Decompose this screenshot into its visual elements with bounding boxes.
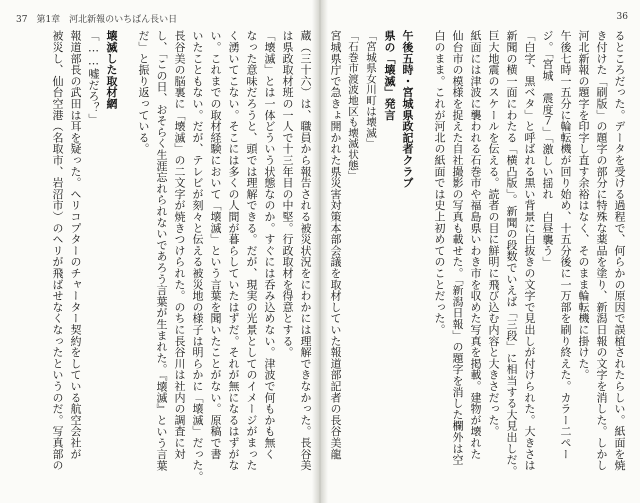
text-line: 長谷美の脳裏に「壊滅」の二文字が焼きつけられた。のちに長谷川は社内の調査に対: [173, 30, 186, 460]
text-line: なった意味だろうと、頭では理解できる。だが、現実の光景としてのイメージがまった: [245, 30, 258, 471]
section-heading: 壊滅した取材網: [105, 30, 118, 110]
quote-line: 「宮城県女川町は壊滅」: [365, 30, 377, 149]
text-line: 蔵（三十六）は、職員から報告される被災状況をにわかには理解できなかった。長谷美: [299, 30, 312, 471]
section-subheading: 県の「壊滅」発言: [383, 30, 396, 121]
section-gap: [416, 30, 430, 492]
section-gap: [120, 30, 134, 492]
text-line: 紙面には津波に襲われる石巻市や福島県いわき市を収めた写真を掲載。建物が壊れた: [469, 30, 482, 460]
right-page: [320, 0, 640, 503]
text-line: い。これまでの取材経験において「壊滅」という言葉を聞いたことがない。原稿で書: [209, 30, 222, 460]
text-line: く湧いてこない。そこには多くの人間が暮らしていたはずだ。それが無になるはずがな: [227, 30, 240, 471]
section-heading: 午後五時・宮城県政記者クラブ: [401, 30, 414, 189]
text-line: ジ。「宮城 震度７」「激しい揺れ 白昼襲う」: [541, 30, 554, 268]
text-line: いたこともない。だが、テレビが刻々と伝える被災地の様子は明らかに「壊滅」だった。: [191, 30, 204, 482]
right-page-text: [328, 30, 628, 492]
text-line: 「白字、黒ベタ」と呼ばれる黒い背景に白抜きの文字で見出しが付けられた。大きさは: [523, 30, 536, 471]
text-line: だ」と振り返っている。: [137, 30, 150, 155]
text-line: 新聞の横一面にわたる「横凸版」。新聞の段数でいえば「三段」に相当する大見出しだ。: [505, 30, 518, 477]
quote-line: 「石巻市渡波地区も壊滅状態」: [347, 30, 359, 182]
text-line: し、「この日、おそらく生涯忘れられないであろう言葉が生まれた。『壊滅』という言葉: [155, 30, 168, 471]
text-line: 「……嘘だろ？」: [87, 30, 100, 125]
text-line: 「壊滅」とは一体どういう状態なのか。すぐには呑み込めない。津波で何もかも無く: [263, 30, 276, 460]
text-line: 仙台市の模様を捉えた自社撮影の写真も載せた。「新潟日報」の題字を消した欄外は空: [451, 30, 464, 466]
text-line: 報道部長の武田は耳を疑った。ヘリコプターのチャーター契約をしている航空会社が: [69, 30, 82, 460]
text-line: 被災し、仙台空港（名取市、岩沼市）のヘリが飛ばせなくなったというのだ。写真部の: [51, 30, 64, 471]
text-line: 午後七時一五分に輪転機が回り始め、十五分後に一万部を刷り終えた。カラー二ペー: [559, 30, 572, 460]
text-line: るところだった。データを受ける過程で、何らかの原因で誤植されたらしい。紙面を焼: [613, 30, 626, 471]
text-line: 河北新報の題字を印字し直す余裕はなく、そのまま輪転機に掛けた。: [577, 30, 590, 381]
text-line: は県政取材班の一人で十三年目の中堅。行政取材を得意とする。: [281, 30, 294, 358]
text-line: 宮城県庁で急きょ開かれた県災害対策本部会議を取材していた報道部記者の長谷美龍: [329, 30, 342, 460]
text-line: 巨大地震のスケールを伝える。読者の目に鮮明に飛び込む内容と大きさだった。: [487, 30, 500, 437]
text-line: 白のまま。これが河北の紙面では史上初めてのことだった。: [433, 30, 446, 336]
text-line: き付けた「刷版」の題字の部分に特殊な薬品を塗り、新潟日報の文字を消した。しかし: [595, 30, 608, 471]
left-page-header: 37 第1章 河北新報のいちばん長い日: [16, 15, 178, 25]
book-gutter: [312, 0, 328, 503]
right-page-number: 36: [616, 12, 628, 22]
left-page-text: [12, 30, 314, 492]
